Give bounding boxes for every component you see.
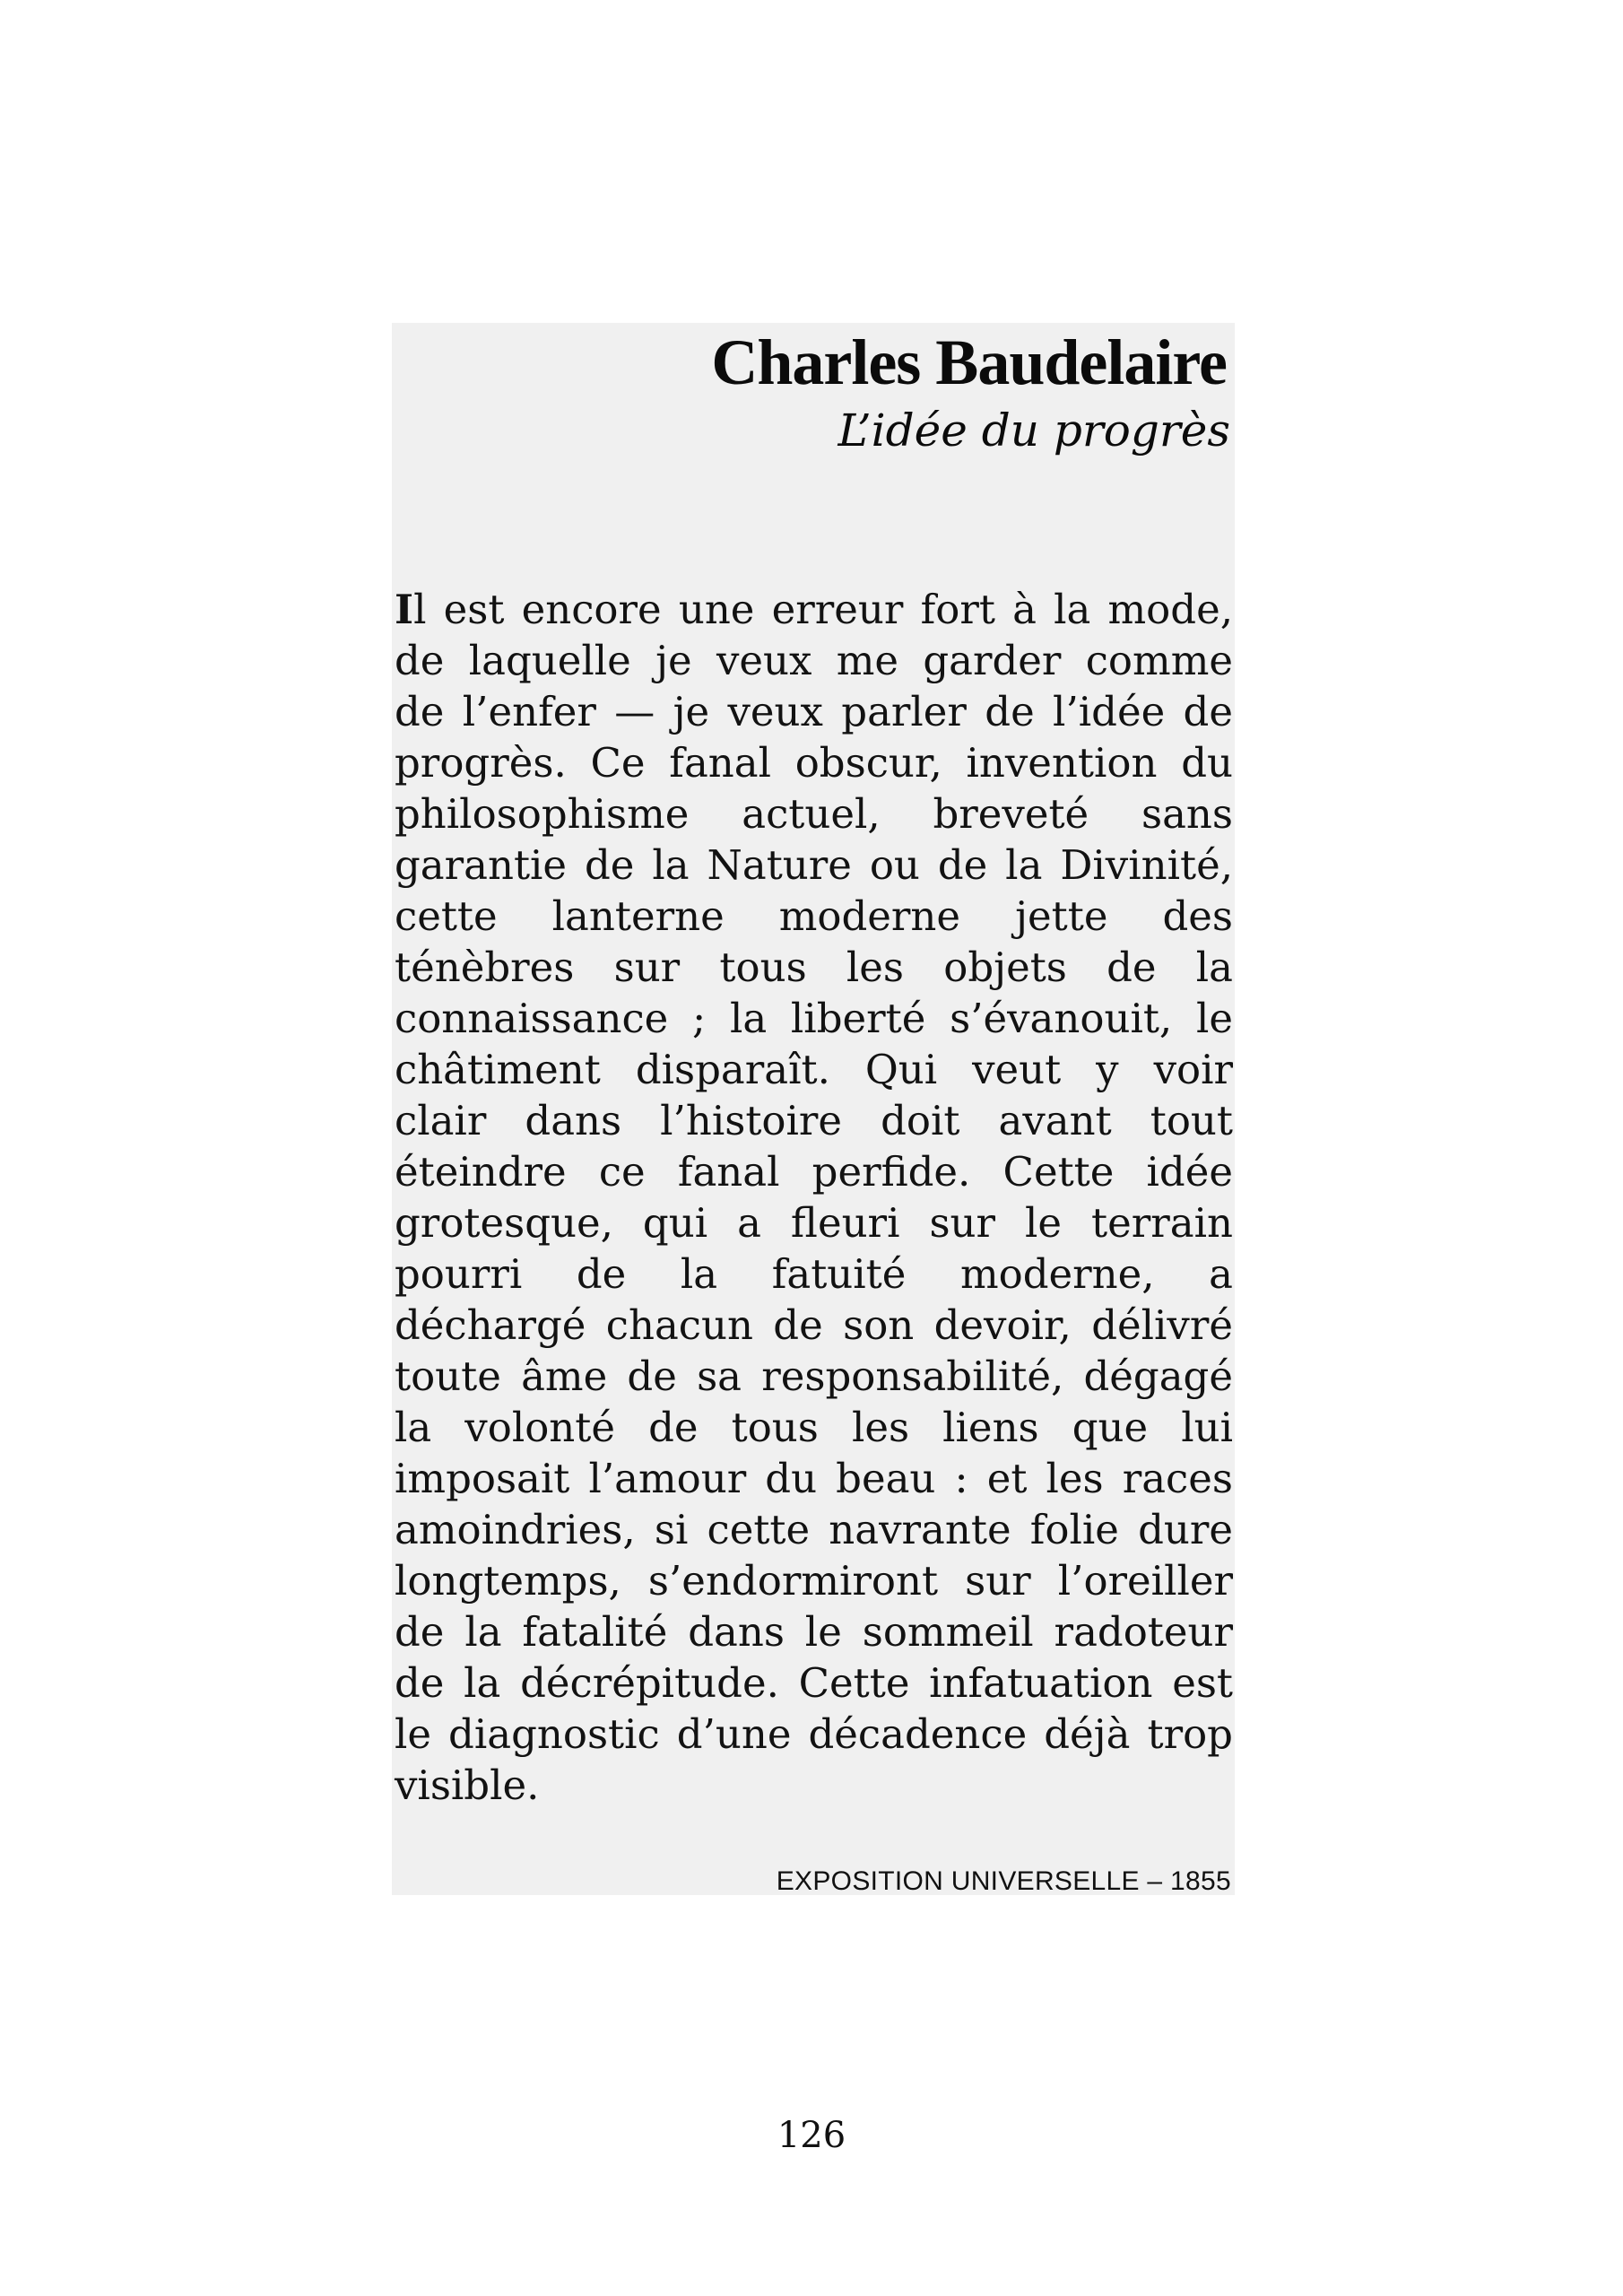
text-line: de l’enfer — je veux parler de l’idée de xyxy=(395,688,1233,735)
text-line: toute âme de sa responsabilité, dégagé xyxy=(395,1352,1233,1400)
text-line: Il est encore une erreur fort à la mode, xyxy=(395,586,1233,633)
text-line: connaissance ; la liberté s’évanouit, le xyxy=(395,995,1233,1042)
author-name: Charles Baudelaire xyxy=(711,326,1227,398)
text-line: amoindries, si cette navrante folie dure xyxy=(395,1506,1233,1553)
text-line: éteindre ce fanal perfide. Cette idée xyxy=(395,1148,1233,1196)
text-line: ténèbres sur tous les objets de la xyxy=(395,944,1233,991)
text-line: philosophisme actuel, breveté sans xyxy=(395,790,1233,838)
text-line: clair dans l’histoire doit avant tout xyxy=(395,1097,1233,1144)
lead-initial: I xyxy=(395,586,414,633)
text-line: la volonté de tous les liens que lui xyxy=(395,1404,1233,1451)
text-line: progrès. Ce fanal obscur, invention du xyxy=(395,739,1233,787)
text-line: châtiment disparaît. Qui veut y voir xyxy=(395,1046,1233,1093)
page-number: 126 xyxy=(777,2115,846,2156)
text-line: de la décrépitude. Cette infatuation est xyxy=(395,1659,1233,1707)
quote-panel xyxy=(392,323,1235,1895)
text-line: déchargé chacun de son devoir, délivré xyxy=(395,1301,1233,1349)
source-caption: EXPOSITION UNIVERSELLE – 1855 xyxy=(776,1866,1231,1896)
text-line: pourri de la fatuité moderne, a xyxy=(395,1250,1233,1298)
text-line: de laquelle je veux me garder comme xyxy=(395,637,1233,684)
text-line: longtemps, s’endormiront sur l’oreiller xyxy=(395,1557,1233,1605)
body-text xyxy=(395,584,1233,1811)
work-title: L’idée du progrès xyxy=(838,404,1230,457)
text-line: imposait l’amour du beau : et les races xyxy=(395,1455,1233,1502)
text-line: visible. xyxy=(395,1761,540,1809)
text-line: de la fatalité dans le sommeil radoteur xyxy=(395,1608,1233,1656)
text-line: grotesque, qui a fleuri sur le terrain xyxy=(395,1199,1233,1247)
text-line: le diagnostic d’une décadence déjà trop xyxy=(395,1710,1233,1758)
text-line: cette lanterne moderne jette des xyxy=(395,892,1233,940)
text-line: garantie de la Nature ou de la Divinité, xyxy=(395,841,1233,889)
